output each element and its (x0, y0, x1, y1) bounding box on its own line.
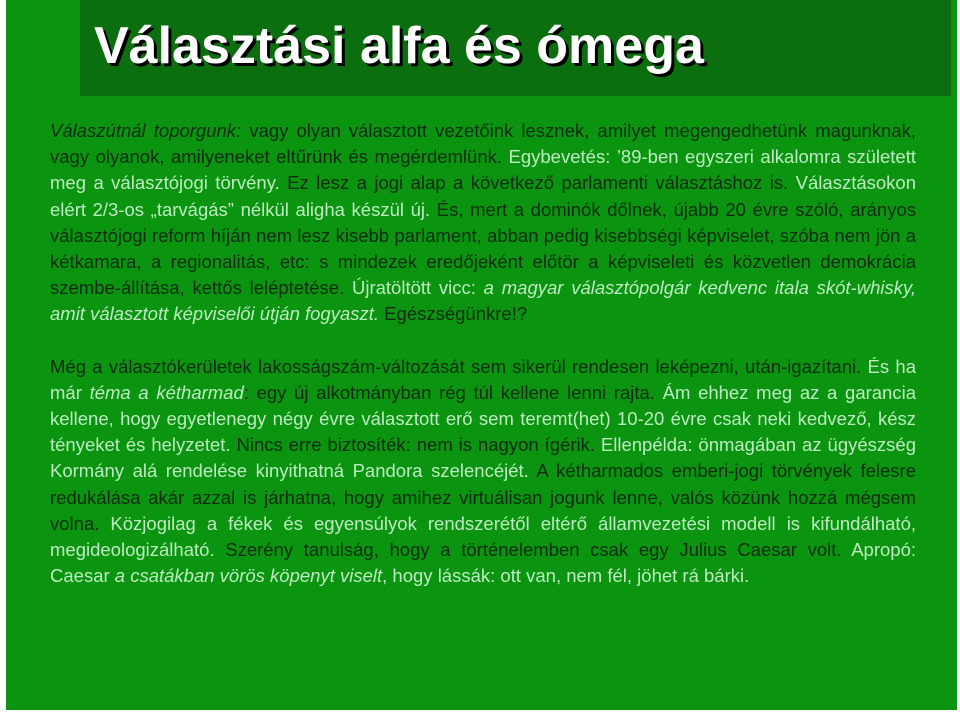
p2-text: Még a választókerületek lakosságszám-változását sem sikerül rendesen leképezni, után-igazítani. (50, 355, 868, 377)
slide-title: Választási alfa és ómega (94, 17, 704, 75)
p2-text: : (243, 381, 249, 403)
slide-body (50, 118, 916, 589)
p1-text: És, mert a dominók dőlnek, újabb 20 évre szóló, arányos választójogi reform híján nem lesz kisebb parlament, abban pedig kisebbségi képviselet, szóba nem jön a kétkamara, a regionalitás, etc: s mindezek eredőjeként előtör a képviseleti és közvetlen demokrácia szembe-állítása, kettős leléptetése. (50, 198, 916, 299)
p2-emphasis: téma a kétharmad (89, 381, 244, 403)
p1-text: Egészségünkre!? (379, 303, 528, 325)
p1-joke: a magyar választópolgár kedvenc itala skót-whisky, amit választott képviselői útján fogyaszt. (50, 277, 916, 325)
p2-text: Nincs erre biztosíték: nem is nagyon ígérik. (236, 434, 601, 456)
paragraph-2 (50, 354, 916, 590)
p2-highlight: Közjogilag a fékek és egyensúlyok rendszerétől eltérő államvezetési modell is kifundálható, megideologizálható. (50, 512, 917, 561)
p2-highlight: Ellenpélda: önmagában az ügyészség Kormány alá rendelése kinyithatná Pandora szelencéjét. (50, 434, 916, 482)
p1-highlight: Választásokon elért 2/3-os „tarvágás” nélkül aligha készül új. (50, 172, 916, 220)
p2-text: A kétharmados emberi-jogi törvények felesre redukálása akár azzal is járhatna, hogy amihez virtuálisan jogunk lenne, valós közünk hozzá mégsem volna. (50, 460, 916, 534)
p2-highlight: Ám ehhez meg az a garancia kellene, hogy egyetlenegy négy évre választott erő sem teremt(het) 10-20 évre csak neki kedvező, kész tényeket és helyzetet. (50, 381, 916, 456)
paragraph-1 (50, 118, 916, 328)
p1-highlight: Újratöltött vicc: (351, 277, 476, 299)
p2-highlight: Apropó: Caesar (50, 539, 916, 587)
p2-highlight: , hogy lássák: ott van, nem fél, jöhet rá bárki. (382, 565, 750, 587)
p1-text: vagy olyan választott vezetőink lesznek, amilyet megengedhetünk magunknak, vagy olyanok, amilyeneket eltűrünk és megérdemlünk. (50, 120, 917, 168)
p2-text: egy új alkotmányban rég túl kellene lenni rajta. (248, 381, 663, 403)
p2-emphasis: a csatákban vörös köpenyt viselt (114, 565, 383, 587)
p2-highlight: És ha már (50, 355, 916, 403)
p1-highlight: Egybevetés: ’89-ben egyszeri alkalomra született meg a választójogi törvény. (50, 146, 916, 194)
p1-text: Ez lesz a jogi alap a következő parlamenti választáshoz is. (279, 172, 796, 194)
p1-intro: Válaszútnál toporgunk: (50, 120, 242, 141)
p2-text: Szerény tanulság, hogy a történelemben csak egy Julius Caesar volt. (225, 539, 852, 561)
